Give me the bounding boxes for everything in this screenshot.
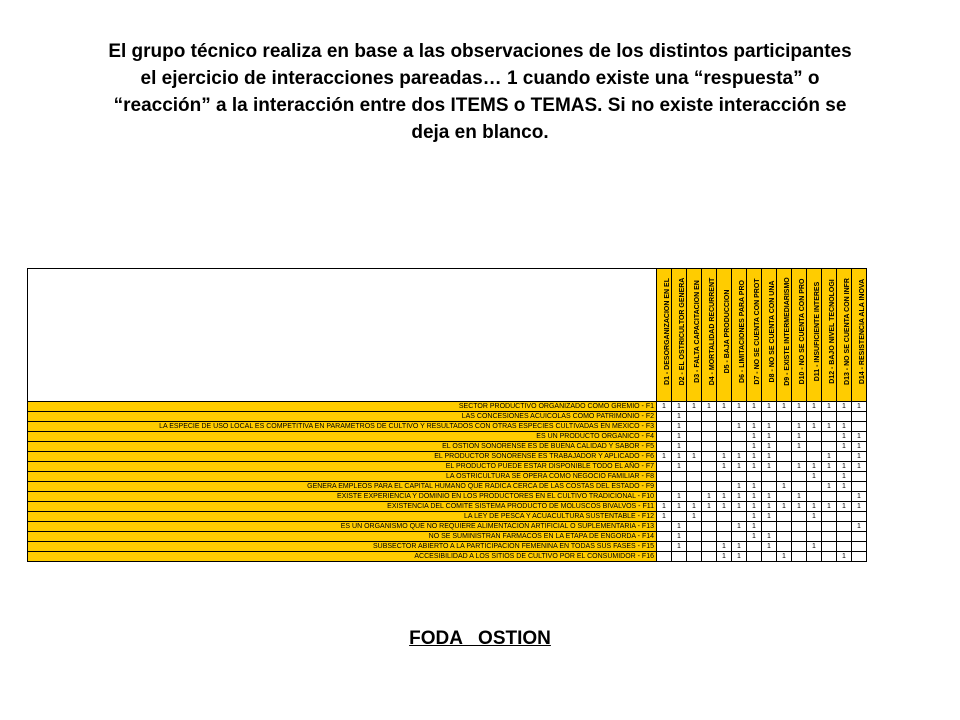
- matrix-cell: [702, 522, 717, 532]
- column-header-label: D13 - NO SE CUENTA CON INFR: [844, 278, 851, 385]
- matrix-cell: [657, 442, 672, 452]
- matrix-cell: 1: [852, 402, 867, 412]
- matrix-cell: 1: [702, 402, 717, 412]
- matrix-cell: [657, 522, 672, 532]
- column-header: [687, 269, 702, 402]
- matrix-cell: 1: [852, 522, 867, 532]
- matrix-cell: 1: [747, 532, 762, 542]
- matrix-cell: 1: [762, 512, 777, 522]
- matrix-cell: 1: [762, 542, 777, 552]
- matrix-cell: [762, 472, 777, 482]
- matrix-cell: 1: [852, 442, 867, 452]
- table-row: [28, 532, 867, 542]
- matrix-cell: 1: [777, 402, 792, 412]
- column-header-label: D7 - NO SE CUENTA CON PROT: [754, 278, 761, 385]
- matrix-cell: 1: [807, 472, 822, 482]
- matrix-cell: [687, 522, 702, 532]
- column-header: [702, 269, 717, 402]
- matrix-cell: [777, 472, 792, 482]
- matrix-corner-cell: [28, 269, 657, 402]
- matrix-cell: 1: [777, 502, 792, 512]
- matrix-cell: 1: [762, 442, 777, 452]
- matrix-cell: [807, 442, 822, 452]
- matrix-cell: [687, 552, 702, 562]
- matrix-cell: 1: [852, 502, 867, 512]
- matrix-cell: [702, 442, 717, 452]
- matrix-cell: [657, 462, 672, 472]
- matrix-cell: [687, 412, 702, 422]
- matrix-cell: 1: [732, 552, 747, 562]
- matrix-cell: [807, 532, 822, 542]
- row-label: LA LEY DE PESCA Y ACUACULTURA SUSTENTABLE - F12: [28, 512, 657, 522]
- matrix-cell: 1: [762, 492, 777, 502]
- matrix-cell: [837, 532, 852, 542]
- matrix-cell: 1: [672, 462, 687, 472]
- matrix-cell: 1: [657, 402, 672, 412]
- matrix-cell: [777, 452, 792, 462]
- matrix-cell: [777, 492, 792, 502]
- matrix-cell: 1: [822, 402, 837, 412]
- matrix-cell: [852, 542, 867, 552]
- title-line-2: el ejercicio de interacciones pareadas… 1 cuando existe una “respuesta” o: [140, 68, 820, 89]
- matrix-cell: 1: [792, 502, 807, 512]
- matrix-cell: [747, 472, 762, 482]
- table-row: [28, 552, 867, 562]
- matrix-cell: 1: [732, 542, 747, 552]
- matrix-cell: 1: [732, 492, 747, 502]
- matrix-cell: 1: [807, 512, 822, 522]
- matrix-cell: 1: [747, 402, 762, 412]
- matrix-cell: [777, 422, 792, 432]
- matrix-cell: [687, 472, 702, 482]
- matrix-cell: [702, 472, 717, 482]
- matrix-cell: [702, 452, 717, 462]
- matrix-cell: 1: [837, 422, 852, 432]
- matrix-cell: [822, 552, 837, 562]
- matrix-cell: 1: [747, 452, 762, 462]
- matrix-cell: [717, 532, 732, 542]
- matrix-cell: [657, 552, 672, 562]
- matrix-cell: 1: [792, 422, 807, 432]
- matrix-cell: [717, 472, 732, 482]
- matrix-cell: 1: [822, 482, 837, 492]
- matrix-cell: 1: [672, 502, 687, 512]
- matrix-cell: [732, 512, 747, 522]
- title-line-1: El grupo técnico realiza en base a las observaciones de los distintos participantes: [108, 41, 852, 62]
- matrix-cell: 1: [852, 432, 867, 442]
- table-row: [28, 402, 867, 412]
- matrix-cell: [717, 482, 732, 492]
- matrix-cell: 1: [822, 462, 837, 472]
- matrix-cell: 1: [837, 482, 852, 492]
- row-label: EL PRODUCTOR SONORENSE ES TRABAJADOR Y APLICADO - F6: [28, 452, 657, 462]
- matrix-cell: 1: [747, 512, 762, 522]
- row-label: ACCESIBILIDAD A LOS SITIOS DE CULTIVO POR EL CONSUMIDOR - F16: [28, 552, 657, 562]
- matrix-cell: [807, 412, 822, 422]
- matrix-cell: 1: [792, 442, 807, 452]
- table-row: [28, 472, 867, 482]
- matrix-body: [28, 402, 867, 562]
- column-header-label: D9 - EXISTE INTERMEDIARISMO: [784, 277, 791, 386]
- row-label: SECTOR PRODUCTIVO ORGANIZADO COMO GREMIO - F1: [28, 402, 657, 412]
- table-row: [28, 422, 867, 432]
- matrix-cell: [792, 412, 807, 422]
- matrix-cell: [837, 492, 852, 502]
- matrix-cell: 1: [747, 522, 762, 532]
- matrix-cell: [717, 422, 732, 432]
- matrix-cell: 1: [687, 502, 702, 512]
- column-header-label: D2 - EL OSTRICULTOR GENERA: [679, 277, 686, 386]
- column-header: [732, 269, 747, 402]
- matrix-cell: 1: [747, 422, 762, 432]
- matrix-cell: 1: [672, 442, 687, 452]
- matrix-cell: [852, 532, 867, 542]
- matrix-cell: [822, 532, 837, 542]
- matrix-cell: 1: [717, 402, 732, 412]
- matrix-cell: [822, 432, 837, 442]
- table-row: [28, 492, 867, 502]
- title-line-4: deja en blanco.: [411, 122, 549, 143]
- matrix-cell: [657, 412, 672, 422]
- slide-title: [40, 38, 920, 146]
- matrix-cell: [777, 542, 792, 552]
- matrix-cell: [747, 552, 762, 562]
- column-header: [852, 269, 867, 402]
- row-label: NO SE SUMINISTRAN FARMACOS EN LA ETAPA DE ENGORDA - F14: [28, 532, 657, 542]
- matrix-cell: 1: [792, 462, 807, 472]
- row-label: EXISTE EXPERIENCIA Y DOMINIO EN LOS PRODUCTORES EN EL CULTIVO TRADICIONAL - F10: [28, 492, 657, 502]
- matrix-cell: [702, 542, 717, 552]
- matrix-cell: 1: [837, 552, 852, 562]
- matrix-cell: 1: [852, 452, 867, 462]
- matrix-cell: [822, 542, 837, 552]
- matrix-cell: [807, 482, 822, 492]
- matrix-cell: [762, 522, 777, 532]
- matrix-cell: [792, 522, 807, 532]
- matrix-cell: 1: [792, 492, 807, 502]
- matrix-cell: [807, 452, 822, 462]
- matrix-cell: 1: [657, 512, 672, 522]
- matrix-cell: [762, 552, 777, 562]
- matrix-cell: 1: [852, 462, 867, 472]
- table-row: [28, 432, 867, 442]
- row-label: GENERA EMPLEOS PARA EL CAPITAL HUMANO QUE RADICA CERCA DE LAS COSTAS DEL ESTADO - F9: [28, 482, 657, 492]
- matrix-cell: [792, 482, 807, 492]
- table-row: [28, 442, 867, 452]
- matrix-cell: [687, 432, 702, 442]
- column-header-label: D5 - BAJA PRODUCCION: [724, 289, 731, 374]
- matrix-cell: [732, 432, 747, 442]
- column-header-label: D14 - RESISTENCIA ALA INOVA: [859, 278, 866, 385]
- matrix-cell: 1: [837, 402, 852, 412]
- matrix-cell: [687, 542, 702, 552]
- matrix-cell: 1: [672, 422, 687, 432]
- matrix-cell: 1: [837, 502, 852, 512]
- matrix-cell: 1: [687, 402, 702, 412]
- matrix-cell: [747, 542, 762, 552]
- matrix-cell: [777, 412, 792, 422]
- matrix-cell: [822, 522, 837, 532]
- matrix-cell: [852, 472, 867, 482]
- row-label: LA ESPECIE DE USO LOCAL ES COMPETITIVA EN PARAMETROS DE CULTIVO Y RESULTADOS CON OTRAS ESPECIES CULTIVADAS EN MEXICO - F3: [28, 422, 657, 432]
- table-row: [28, 412, 867, 422]
- column-header: [822, 269, 837, 402]
- matrix-cell: [837, 412, 852, 422]
- matrix-cell: 1: [717, 502, 732, 512]
- matrix-cell: 1: [732, 502, 747, 512]
- matrix-cell: 1: [762, 432, 777, 442]
- matrix-cell: [702, 512, 717, 522]
- matrix-cell: [777, 432, 792, 442]
- column-header-label: D4 - MORTALIDAD RECURRENT: [709, 277, 716, 386]
- matrix-cell: 1: [837, 442, 852, 452]
- matrix-cell: [747, 412, 762, 422]
- matrix-cell: 1: [717, 452, 732, 462]
- row-label: SUBSECTOR ABIERTO A LA PARTICIPACION FEMENINA EN TODAS SUS FASES - F15: [28, 542, 657, 552]
- table-row: [28, 512, 867, 522]
- matrix-cell: [792, 452, 807, 462]
- matrix-cell: 1: [672, 402, 687, 412]
- matrix-cell: [702, 462, 717, 472]
- matrix-cell: 1: [717, 492, 732, 502]
- matrix-cell: [762, 482, 777, 492]
- matrix-cell: [702, 432, 717, 442]
- matrix-cell: [777, 532, 792, 542]
- matrix-cell: 1: [702, 492, 717, 502]
- interaction-matrix: [27, 268, 867, 562]
- matrix-cell: 1: [717, 462, 732, 472]
- matrix-cell: [822, 512, 837, 522]
- matrix-cell: 1: [792, 402, 807, 412]
- matrix-cell: [852, 512, 867, 522]
- matrix-cell: 1: [732, 422, 747, 432]
- row-label: LA OSTRICULTURA SE OPERA COMO NEGOCIO FAMILIAR - F8: [28, 472, 657, 482]
- matrix-cell: [852, 482, 867, 492]
- matrix-cell: [792, 542, 807, 552]
- matrix-cell: 1: [732, 402, 747, 412]
- matrix-cell: 1: [747, 492, 762, 502]
- matrix-cell: [717, 522, 732, 532]
- matrix-cell: [687, 482, 702, 492]
- title-line-3: “reacción” a la interacción entre dos ITEMS o TEMAS. Si no existe interacción se: [113, 95, 847, 116]
- matrix-cell: [732, 412, 747, 422]
- matrix-cell: 1: [672, 452, 687, 462]
- matrix-cell: [732, 472, 747, 482]
- matrix-cell: [822, 442, 837, 452]
- matrix-cell: 1: [732, 522, 747, 532]
- table-row: [28, 452, 867, 462]
- table-row: [28, 462, 867, 472]
- matrix-cell: 1: [762, 452, 777, 462]
- matrix-cell: [732, 532, 747, 542]
- matrix-cell: 1: [762, 462, 777, 472]
- column-header: [717, 269, 732, 402]
- matrix-cell: 1: [762, 502, 777, 512]
- matrix-cell: 1: [672, 542, 687, 552]
- column-header: [807, 269, 822, 402]
- matrix-cell: [777, 522, 792, 532]
- matrix-cell: [672, 512, 687, 522]
- row-label: ES UN PRODUCTO ORGANICO - F4: [28, 432, 657, 442]
- row-label: EL PRODUCTO PUEDE ESTAR DISPONIBLE TODO EL AÑO - F7: [28, 462, 657, 472]
- matrix-cell: 1: [807, 502, 822, 512]
- matrix-cell: [717, 442, 732, 452]
- matrix-cell: 1: [747, 432, 762, 442]
- column-header: [837, 269, 852, 402]
- matrix-cell: [657, 472, 672, 482]
- matrix-cell: [807, 552, 822, 562]
- column-header-label: D10 - NO SE CUENTA CON PRO: [799, 278, 806, 385]
- matrix-cell: [657, 432, 672, 442]
- matrix-cell: 1: [852, 492, 867, 502]
- matrix-cell: 1: [732, 452, 747, 462]
- matrix-cell: [822, 492, 837, 502]
- matrix-cell: 1: [672, 522, 687, 532]
- matrix-cell: 1: [762, 402, 777, 412]
- matrix-cell: [792, 532, 807, 542]
- matrix-cell: [702, 422, 717, 432]
- matrix-cell: 1: [732, 462, 747, 472]
- matrix-cell: [702, 482, 717, 492]
- matrix-cell: 1: [672, 412, 687, 422]
- matrix-cell: [657, 422, 672, 432]
- matrix-cell: 1: [777, 482, 792, 492]
- table-row: [28, 542, 867, 552]
- matrix-cell: 1: [762, 422, 777, 432]
- matrix-cell: [837, 522, 852, 532]
- matrix-cell: [792, 512, 807, 522]
- matrix-cell: 1: [672, 532, 687, 542]
- matrix-cell: 1: [717, 552, 732, 562]
- column-header-label: D11 - INSUFICIENTE INTERES: [814, 281, 821, 382]
- matrix-cell: [687, 422, 702, 432]
- matrix-cell: [687, 492, 702, 502]
- matrix-cell: [657, 482, 672, 492]
- matrix-cell: 1: [777, 552, 792, 562]
- column-header-label: D3 - FALTA CAPACITACION EN: [694, 280, 701, 383]
- matrix-cell: 1: [672, 492, 687, 502]
- matrix-cell: 1: [702, 502, 717, 512]
- matrix-cell: [807, 522, 822, 532]
- matrix-cell: [792, 472, 807, 482]
- matrix-cell: [837, 542, 852, 552]
- table-row: [28, 522, 867, 532]
- matrix-cell: 1: [837, 432, 852, 442]
- matrix-cell: [672, 552, 687, 562]
- matrix-cell: 1: [807, 422, 822, 432]
- matrix-cell: [717, 432, 732, 442]
- column-header: [777, 269, 792, 402]
- matrix-cell: [732, 442, 747, 452]
- matrix-cell: 1: [807, 542, 822, 552]
- matrix-cell: [807, 492, 822, 502]
- row-label: ES UN ORGANISMO QUE NO REQUIERE ALIMENTACION ARTIFICIAL O SUPLEMENTARIA - F13: [28, 522, 657, 532]
- matrix-cell: 1: [762, 532, 777, 542]
- table-row: [28, 502, 867, 512]
- matrix-cell: [852, 552, 867, 562]
- row-label: LAS CONCESIONES ACUICOLAS COMO PATRIMONIO - F2: [28, 412, 657, 422]
- matrix-cell: [852, 412, 867, 422]
- matrix-cell: [852, 422, 867, 432]
- matrix-cell: [807, 432, 822, 442]
- column-header-label: D12 - BAJO NIVEL TECNOLOGI: [829, 279, 836, 384]
- column-header-label: D1 - DESORGANIZACION EN EL: [664, 278, 671, 385]
- matrix-cell: 1: [747, 482, 762, 492]
- matrix-cell: [717, 512, 732, 522]
- column-header: [657, 269, 672, 402]
- matrix-cell: 1: [822, 422, 837, 432]
- matrix-cell: [777, 512, 792, 522]
- matrix-cell: 1: [657, 452, 672, 462]
- matrix-cell: [717, 412, 732, 422]
- column-header-label: D6 - LIMITACIONES PARA PRO: [739, 280, 746, 383]
- footer-label: FODA OSTION: [409, 628, 551, 649]
- matrix-cell: [792, 552, 807, 562]
- matrix-cell: [687, 532, 702, 542]
- column-header: [762, 269, 777, 402]
- matrix-cell: [777, 442, 792, 452]
- matrix-header-row: [28, 269, 867, 402]
- matrix-cell: 1: [837, 472, 852, 482]
- matrix-cell: [687, 442, 702, 452]
- matrix-cell: [777, 462, 792, 472]
- matrix-cell: [702, 552, 717, 562]
- row-label: EL OSTION SONORENSE ES DE BUENA CALIDAD Y SABOR - F5: [28, 442, 657, 452]
- column-header: [672, 269, 687, 402]
- matrix-cell: [687, 462, 702, 472]
- column-header: [792, 269, 807, 402]
- column-header-label: D8 - NO SE CUENTA CON UNA: [769, 280, 776, 383]
- matrix-cell: [657, 532, 672, 542]
- matrix-cell: 1: [687, 452, 702, 462]
- row-label: EXISTENCIA DEL COMITE SISTEMA PRODUCTO DE MOLUSCOS BIVALVOS - F11: [28, 502, 657, 512]
- matrix-cell: 1: [807, 402, 822, 412]
- matrix-cell: 1: [807, 462, 822, 472]
- matrix-cell: 1: [822, 502, 837, 512]
- matrix-cell: 1: [747, 502, 762, 512]
- matrix-cell: [822, 472, 837, 482]
- matrix-cell: 1: [822, 452, 837, 462]
- matrix-cell: [822, 412, 837, 422]
- matrix-cell: [672, 482, 687, 492]
- matrix-cell: 1: [717, 542, 732, 552]
- matrix-cell: 1: [747, 442, 762, 452]
- matrix-cell: [672, 472, 687, 482]
- matrix-cell: [702, 532, 717, 542]
- matrix-cell: 1: [747, 462, 762, 472]
- matrix-cell: [702, 412, 717, 422]
- matrix-cell: 1: [672, 432, 687, 442]
- matrix-cell: [657, 542, 672, 552]
- matrix-cell: 1: [732, 482, 747, 492]
- matrix-cell: 1: [792, 432, 807, 442]
- column-header: [747, 269, 762, 402]
- table-row: [28, 482, 867, 492]
- matrix-cell: 1: [837, 462, 852, 472]
- matrix-cell: 1: [687, 512, 702, 522]
- matrix-cell: [657, 492, 672, 502]
- matrix-cell: [762, 412, 777, 422]
- matrix-cell: 1: [657, 502, 672, 512]
- matrix-cell: [837, 512, 852, 522]
- matrix-cell: [837, 452, 852, 462]
